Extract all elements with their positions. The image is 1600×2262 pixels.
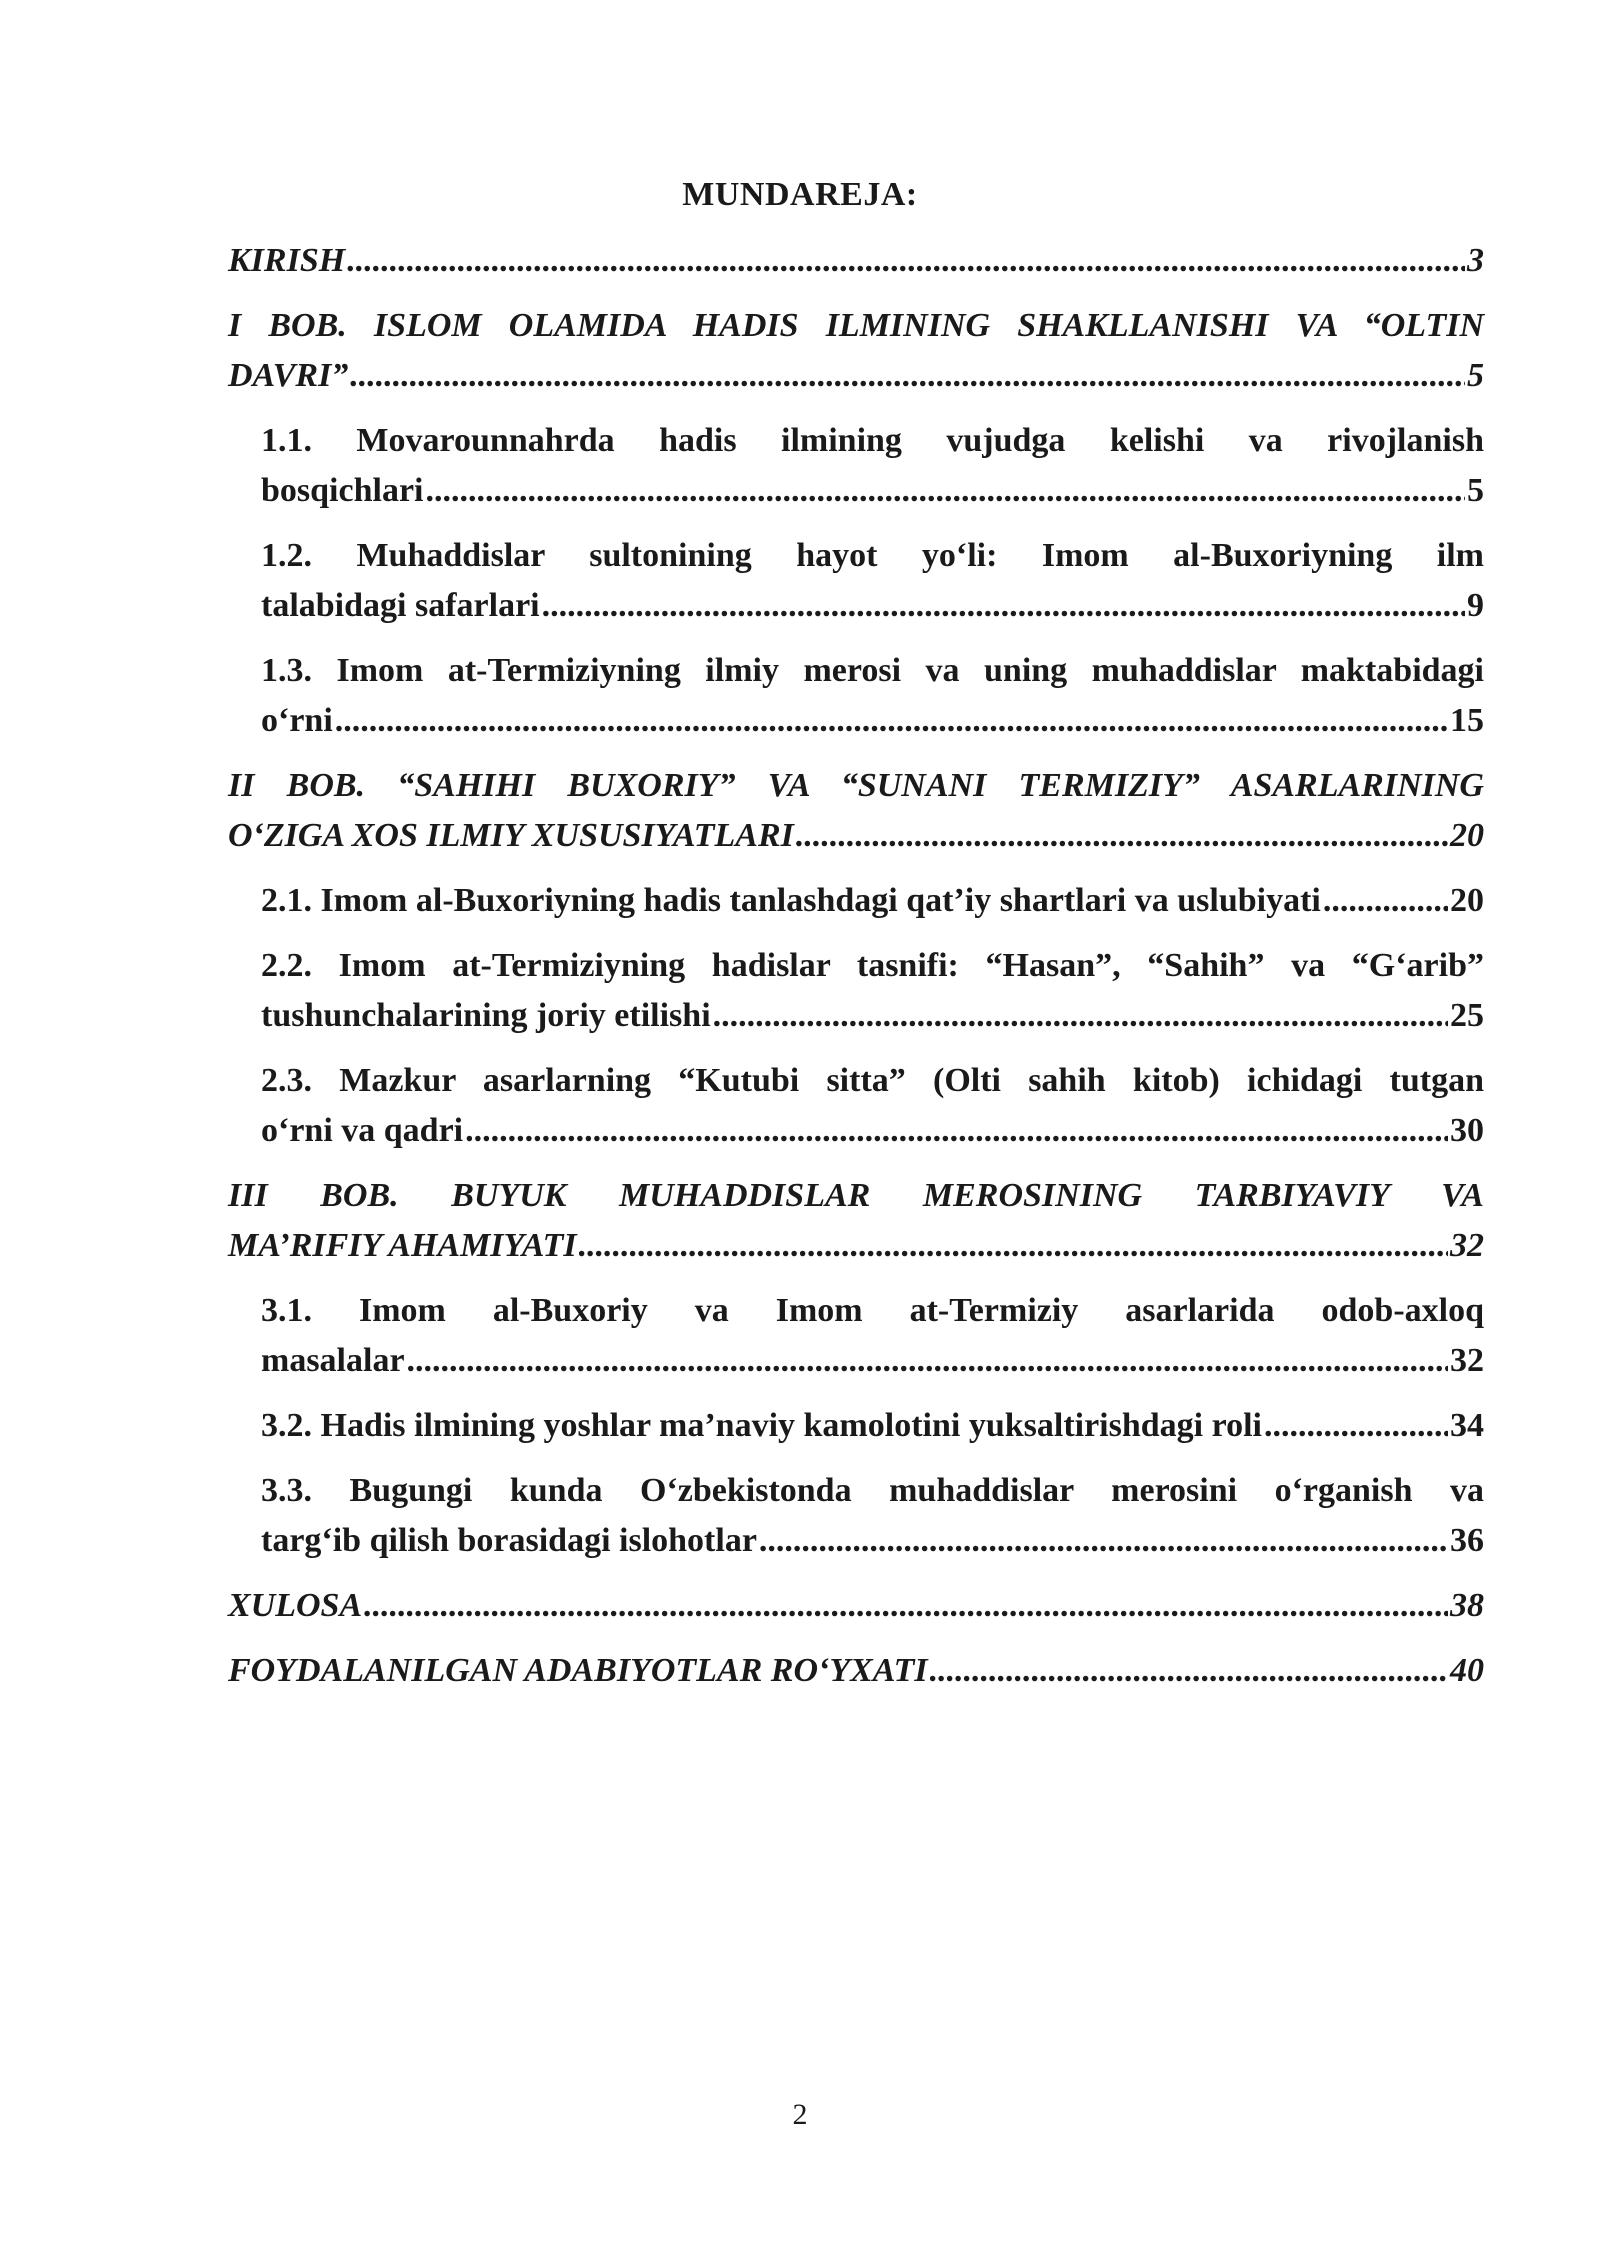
toc-entry-text: o‘rni: [261, 702, 333, 739]
toc-entry[interactable]: [228, 1401, 1484, 1451]
toc-entry-heading: 1.2. Muhaddislar sultonining hayot yo‘li: Imom al-Buxoriyning ilm: [261, 537, 1484, 574]
toc-entry[interactable]: [228, 301, 1484, 401]
toc-entry-text: 2.1. Imom al-Buxoriyning hadis tanlashdagi qat’iy shartlari va uslubiyati: [261, 882, 1321, 919]
toc-entry[interactable]: [228, 236, 1484, 286]
toc-page-number: 9: [1467, 587, 1484, 624]
toc-entry-leader-line: [261, 696, 1484, 746]
dot-leader: [364, 1581, 1448, 1631]
toc-entry-text: 3.2. Hadis ilmining yoshlar ma’naviy kamolotini yuksaltirishdagi roli: [261, 1407, 1262, 1444]
table-of-contents: [228, 236, 1484, 1711]
toc-entry-text: talabidagi safarlari: [261, 587, 540, 624]
toc-entry[interactable]: [228, 1646, 1484, 1696]
toc-entry[interactable]: [228, 1466, 1484, 1566]
page-number: 2: [792, 2098, 808, 2131]
dot-leader: [796, 811, 1448, 861]
dot-leader: [425, 466, 1465, 516]
dot-leader: [579, 1221, 1448, 1271]
toc-page-number: 36: [1450, 1522, 1484, 1559]
toc-entry-leader-line: [261, 1516, 1484, 1566]
dot-leader: [347, 236, 1465, 286]
dot-leader: [350, 351, 1465, 401]
toc-entry[interactable]: [228, 876, 1484, 926]
toc-entry-heading: 2.2. Imom at-Termiziyning hadislar tasnifi: “Hasan”, “Sahih” va “G‘arib”: [261, 947, 1484, 984]
toc-page-number: 15: [1450, 702, 1484, 739]
toc-page-number: 32: [1450, 1342, 1484, 1379]
toc-entry-leader-line: [261, 466, 1484, 516]
toc-entry-text: FOYDALANILGAN ADABIYOTLAR RO‘YXATI: [228, 1652, 928, 1689]
toc-page-number: 20: [1450, 817, 1484, 854]
toc-page-number: 40: [1450, 1652, 1484, 1689]
toc-entry-text: XULOSA: [228, 1587, 363, 1624]
dot-leader: [465, 1106, 1448, 1156]
toc-entry-text: O‘ZIGA XOS ILMIY XUSUSIYATLARI: [228, 817, 794, 854]
toc-entry-heading: I BOB. ISLOM OLAMIDA HADIS ILMINING SHAKLLANISHI VA “OLTIN: [228, 307, 1484, 344]
toc-entry-leader-line: [261, 991, 1484, 1041]
toc-entry-text: MA’RIFIY AHAMIYATI: [228, 1227, 577, 1264]
toc-entry-leader-line: [228, 811, 1484, 861]
toc-page-number: 32: [1450, 1227, 1484, 1264]
dot-leader: [407, 1336, 1448, 1386]
toc-entry-leader-line: [228, 1646, 1484, 1696]
toc-page-number: 38: [1450, 1587, 1484, 1624]
toc-entry-leader-line: [228, 351, 1484, 401]
toc-entry-heading: II BOB. “SAHIHI BUXORIY” VA “SUNANI TERMIZIY” ASARLARINING: [228, 767, 1484, 804]
toc-page-number: 3: [1467, 242, 1484, 279]
toc-entry[interactable]: [228, 1056, 1484, 1156]
toc-entry-leader-line: [261, 581, 1484, 631]
toc-entry-text: bosqichlari: [261, 472, 424, 509]
toc-entry-heading: III BOB. BUYUK MUHADDISLAR MEROSINING TARBIYAVIY VA: [228, 1177, 1484, 1214]
toc-entry[interactable]: [228, 531, 1484, 631]
dot-leader: [1323, 876, 1448, 926]
toc-entry[interactable]: [228, 646, 1484, 746]
toc-entry-heading: 1.1. Movarounnahrda hadis ilmining vujudga kelishi va rivojlanish: [261, 422, 1484, 459]
toc-entry[interactable]: [228, 941, 1484, 1041]
dot-leader: [713, 991, 1448, 1041]
toc-entry-text: o‘rni va qadri: [261, 1112, 464, 1149]
toc-entry[interactable]: [228, 1581, 1484, 1631]
toc-entry-heading: 3.1. Imom al-Buxoriy va Imom at-Termiziy asarlarida odob-axloq: [261, 1292, 1484, 1329]
toc-entry-heading: 3.3. Bugungi kunda O‘zbekistonda muhaddislar merosini o‘rganish va: [261, 1472, 1484, 1509]
toc-entry[interactable]: [228, 1171, 1484, 1271]
toc-title: MUNDAREJA:: [682, 176, 918, 213]
toc-page-number: 34: [1450, 1407, 1484, 1444]
toc-entry-heading: 1.3. Imom at-Termiziyning ilmiy merosi va uning muhaddislar maktabidagi: [261, 652, 1484, 689]
toc-entry-leader-line: [261, 1106, 1484, 1156]
toc-entry-leader-line: [228, 236, 1484, 286]
toc-page-number: 30: [1450, 1112, 1484, 1149]
toc-entry-text: masalalar: [261, 1342, 405, 1379]
toc-entry-text: targ‘ib qilish borasidagi islohotlar: [261, 1522, 757, 1559]
toc-entry[interactable]: [228, 1286, 1484, 1386]
toc-entry-leader-line: [228, 1581, 1484, 1631]
toc-entry-leader-line: [228, 1221, 1484, 1271]
toc-entry-text: KIRISH: [228, 242, 346, 279]
dot-leader: [1264, 1401, 1448, 1451]
dot-leader: [542, 581, 1465, 631]
dot-leader: [930, 1646, 1448, 1696]
toc-page-number: 25: [1450, 997, 1484, 1034]
toc-entry-text: DAVRI”: [228, 357, 349, 394]
toc-entry-text: tushunchalarining joriy etilishi: [261, 997, 711, 1034]
dot-leader: [759, 1516, 1448, 1566]
toc-page-number: 5: [1467, 472, 1484, 509]
toc-entry-leader-line: [261, 876, 1484, 926]
toc-entry-leader-line: [261, 1401, 1484, 1451]
dot-leader: [335, 696, 1448, 746]
toc-entry[interactable]: [228, 416, 1484, 516]
toc-entry[interactable]: [228, 761, 1484, 861]
toc-page-number: 5: [1467, 357, 1484, 394]
toc-entry-leader-line: [261, 1336, 1484, 1386]
toc-page-number: 20: [1450, 882, 1484, 919]
toc-entry-heading: 2.3. Mazkur asarlarning “Kutubi sitta” (Olti sahih kitob) ichidagi tutgan: [261, 1062, 1484, 1099]
